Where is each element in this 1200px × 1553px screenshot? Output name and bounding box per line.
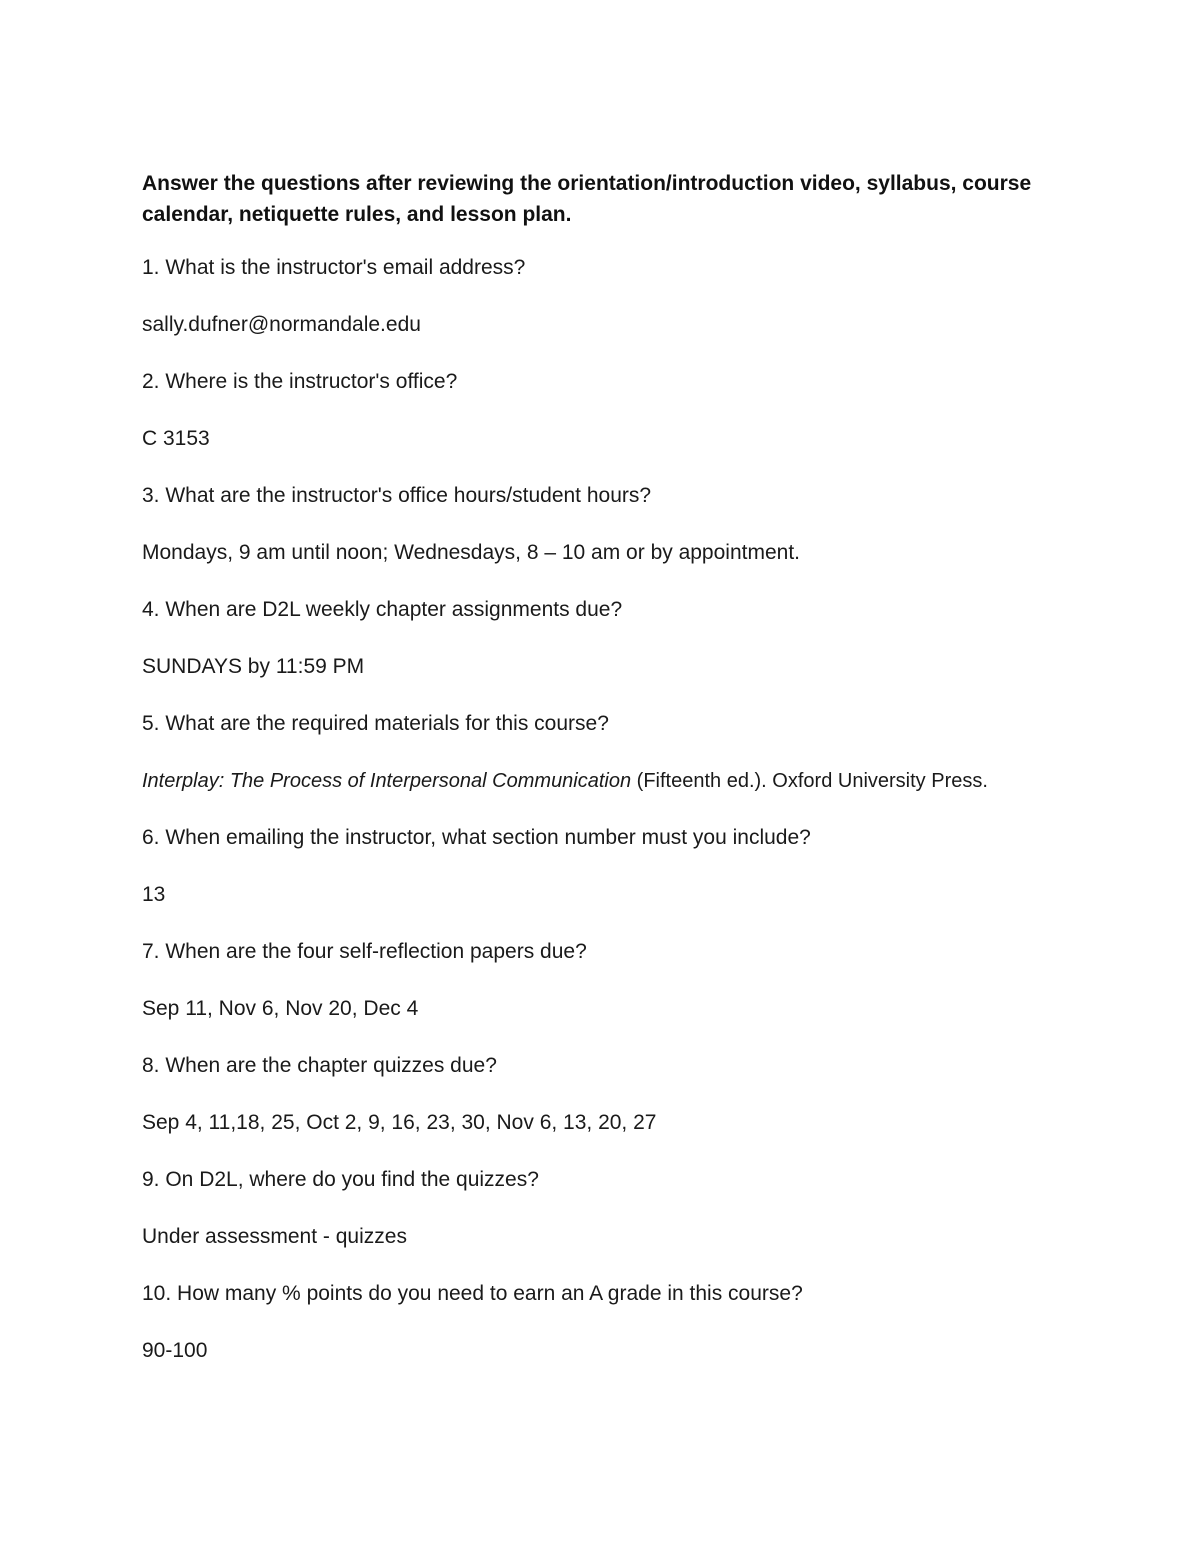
answer-4: SUNDAYS by 11:59 PM [142, 655, 365, 678]
instructions-heading: Answer the questions after reviewing the orientation/introduction video, syllabus, course calendar, netiquette rules, and lesson plan. [142, 172, 1032, 226]
question-6: 6. When emailing the instructor, what section number must you include? [142, 826, 811, 849]
qa-item-5 [142, 711, 1102, 794]
question-10: 10. How many % points do you need to earn an A grade in this course? [142, 1282, 803, 1305]
question-2: 2. Where is the instructor's office? [142, 370, 458, 393]
answer-5 [142, 768, 1102, 794]
answer-6: 13 [142, 883, 166, 906]
qa-item-9 [142, 1167, 1102, 1250]
question-4: 4. When are D2L weekly chapter assignments due? [142, 598, 623, 621]
qa-item-8 [142, 1053, 1102, 1136]
document-content [142, 168, 1102, 1395]
qa-item-6 [142, 825, 1102, 908]
qa-item-1 [142, 255, 1102, 338]
answer-8: Sep 4, 11,18, 25, Oct 2, 9, 16, 23, 30, Nov 6, 13, 20, 27 [142, 1111, 657, 1134]
answer-5-book-details: (Fifteenth ed.). Oxford University Press. [631, 770, 988, 792]
answer-9: Under assessment - quizzes [142, 1225, 407, 1248]
qa-item-4 [142, 597, 1102, 680]
question-3: 3. What are the instructor's office hours/student hours? [142, 484, 652, 507]
answer-3: Mondays, 9 am until noon; Wednesdays, 8 – 10 am or by appointment. [142, 541, 800, 564]
answer-5-book-title: Interplay: The Process of Interpersonal Communication [142, 770, 632, 792]
answer-7: Sep 11, Nov 6, Nov 20, Dec 4 [142, 997, 419, 1020]
question-7: 7. When are the four self-reflection papers due? [142, 940, 587, 963]
answer-2: C 3153 [142, 427, 210, 450]
answer-1: sally.dufner@normandale.edu [142, 313, 421, 336]
qa-item-10 [142, 1281, 1102, 1364]
question-1: 1. What is the instructor's email address? [142, 256, 526, 279]
answer-10: 90-100 [142, 1339, 208, 1362]
question-9: 9. On D2L, where do you find the quizzes? [142, 1168, 539, 1191]
qa-item-2 [142, 369, 1102, 452]
question-8: 8. When are the chapter quizzes due? [142, 1054, 497, 1077]
qa-item-3 [142, 483, 1102, 566]
question-5: 5. What are the required materials for this course? [142, 712, 609, 735]
qa-item-7 [142, 939, 1102, 1022]
